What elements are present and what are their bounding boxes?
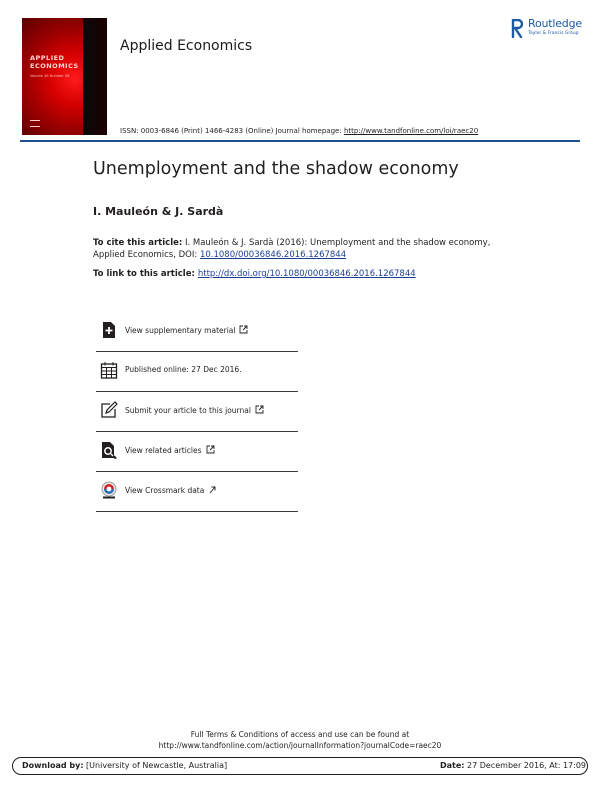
view-supplementary-material-link[interactable]: [96, 311, 298, 352]
external-link-icon: [255, 405, 264, 414]
view-crossmark-link[interactable]: [96, 471, 298, 512]
edit-pencil-icon: [100, 401, 118, 419]
cover-title-line1: APPLIED: [30, 54, 65, 62]
view-related-articles-link[interactable]: [96, 431, 298, 472]
action-label-published: Published online: 27 Dec 2016.: [125, 365, 242, 374]
routledge-logo-icon: [511, 19, 523, 38]
journal-homepage-link[interactable]: http://www.tandfonline.com/loi/raec20: [343, 127, 479, 135]
citation-block: [93, 237, 523, 261]
cover-dark-stripe: [83, 18, 107, 135]
article-link-line: [93, 268, 416, 280]
cover-subtitle: Volume 48 Number 56: [30, 74, 70, 78]
download-by-label: Download by:: [22, 761, 84, 770]
article-doi-url-link[interactable]: http://dx.doi.org/10.1080/00036846.2016.1267844: [197, 269, 416, 279]
doi-link[interactable]: 10.1080/00036846.2016.1267844: [199, 250, 347, 260]
header-divider: [20, 140, 580, 142]
published-online-info: [96, 351, 298, 392]
download-date-value: 27 December 2016, At: 17:09: [464, 761, 586, 770]
search-document-icon: [100, 441, 118, 459]
cover-title-line2: ECONOMICS: [30, 62, 79, 70]
cover-publisher-mark: [30, 120, 40, 127]
crossmark-arrow-icon: [208, 485, 217, 494]
external-link-icon: [239, 325, 248, 334]
terms-url-link[interactable]: http://www.tandfonline.com/action/journalInformation?journalCode=raec20: [158, 741, 442, 750]
journal-cover-image: [22, 18, 107, 135]
link-label: To link to this article:: [93, 269, 198, 279]
action-label-crossmark: [125, 485, 217, 495]
action-label-related: [125, 445, 215, 455]
action-label-supplementary: [125, 325, 248, 335]
article-title: Unemployment and the shadow economy: [93, 159, 459, 179]
action-text-supplementary: View supplementary material: [125, 326, 236, 335]
publisher-tagline: Taylor & Francis Group: [528, 31, 579, 36]
cite-label: To cite this article:: [93, 238, 183, 248]
submit-article-link[interactable]: [96, 391, 298, 432]
action-text-crossmark: View Crossmark data: [125, 486, 205, 495]
plus-document-icon: [100, 321, 118, 339]
article-authors: I. Mauleón & J. Sardà: [93, 205, 224, 218]
external-link-icon: [206, 445, 215, 454]
action-label-submit: [125, 405, 264, 415]
crossmark-icon: [100, 481, 118, 499]
action-text-related: View related articles: [125, 446, 202, 455]
issn-text: ISSN: 0003-6846 (Print) 1466-4283 (Online) Journal homepage:: [120, 127, 344, 135]
publisher-name: Routledge: [528, 17, 582, 30]
terms-line1: Full Terms & Conditions of access and use can be found at: [190, 730, 410, 739]
download-by-info: [22, 761, 227, 770]
calendar-icon: [100, 361, 118, 379]
terms-notice: [0, 729, 600, 751]
download-by-value: [University of Newcastle, Australia]: [83, 761, 228, 770]
download-date-info: [440, 761, 586, 770]
journal-title: Applied Economics: [120, 38, 253, 54]
cover-title: [30, 54, 79, 70]
action-text-submit: Submit your article to this journal: [125, 406, 251, 415]
issn-line: [120, 127, 478, 135]
cite-text: I. Mauleón & J. Sardà (2016): Unemployment and the shadow economy, Applied Economics, DOI:: [93, 238, 491, 260]
download-date-label: Date:: [440, 761, 465, 770]
